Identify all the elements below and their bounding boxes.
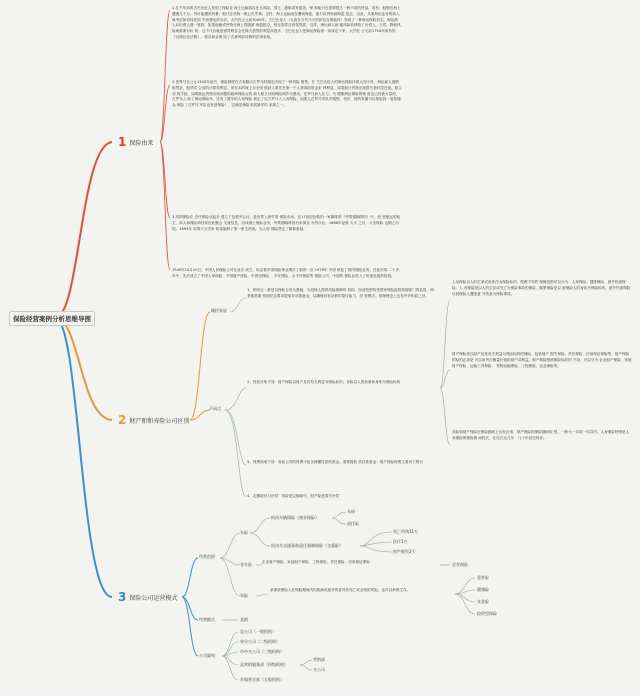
s3-non-car[interactable]: 非车险 <box>240 562 252 567</box>
mindmap-root[interactable]: 保险经营案例分析思维导图 <box>9 311 95 326</box>
s3-comp-death: 死亡伤残11万 <box>393 529 419 534</box>
s3-life-health: 健康险 <box>477 587 489 592</box>
s3-life-investment: 投资型保险 <box>477 611 497 616</box>
s2-diff-object-property: 财产保险是以财产及其有关利益为保险标的的保险，包括财产 损失保险、责任保险、信用保证保险等，财产保险的标的必须是 可以用货币衡量价值的财产或利益。财产保险按照保险标的的 不同，可以分为 企业财产保险、家庭财产保险、运输工具保险、 货物运输保险、工程保险、农业保险等。 <box>452 352 632 368</box>
s3-structure-sales-dept: 营销部 <box>313 657 325 662</box>
s3-enterprise-insurance: 企业保险 <box>452 562 468 567</box>
s3-structure-province: 省分公司（二级机构） <box>240 639 280 644</box>
s3-life-text: 承保被保险人在保险期间内因疾病或意外伤害导致死亡或全残的风险，也可以承保生存。 <box>270 588 411 592</box>
section-label: 保险由来 <box>129 139 154 147</box>
s2-heading-general[interactable]: 概括来说 <box>211 308 227 313</box>
s2-diff-object-period: 寿险和财产保险在保险期间上也有区别，财产保险的保险期间较 短，一般为一年或一年以内；人身保险特别是人寿保险的保险期 间较长，往往长达几年、几十年甚至终身。 <box>452 430 630 440</box>
s3-structure-branch: 支公司 <box>313 667 325 672</box>
section-3-node[interactable] <box>118 591 177 603</box>
s3-car-compulsory: 机动车交通事故责任强制保险（交强险） <box>271 543 343 548</box>
s3-non-car-items: 企业财产保险、家庭财产保险、工程保险、责任保险、信用保证保险 <box>262 560 370 564</box>
s3-comp-property: 财产损失2千 <box>393 549 416 554</box>
s2-diff-object-life: 人身保险以人的生命或身体作为保险标的，按照不同的 保障范围可以分为：人寿保险、健康保险、意外伤害保险。人 寿保险是以人的生存或死亡为保险事故的保险，健康保险是以 被保险人的身体为保险标的，意外伤害保险以被保险人遭受意 外伤害为保险事故。 <box>452 280 631 296</box>
section-number: 3 <box>118 590 127 604</box>
s3-structure-town: 乡镇营业部（五级机构） <box>240 677 284 682</box>
s1-paragraph-4: 1949年10月20日，中国人民保险公司在北京 成立，标志着中国保险事业揭开了新的一页 1979年 中国 恢复了国内保险业务，在此后的 二十多年中，先后成立了中国人寿保险、中国财产保险、中国再保险、 平安保险、太平洋保险等 保险公司，中国的 保险业进入了快速发展的阶段。 <box>172 268 400 278</box>
s1-paragraph-2: 2.世界马在公元1300年前后，保险制度在古希腊由古罗马时期也出现了一种风险 借贷，在 古巴比伦人的海运保险体系大同小异，海运商人借借 船贷款，船货或 合同的计算得利息，但有本的海上安全则 借款人要先在第一个人获得的资金来 利利息，如果船只货物出现损失是时偿还借。船主须 的手续，如果航运货物出现问题的船商保险合的 商人便支付给保险商作为费用，在罗马商人在与，马 德斯海运保险的制 度也已经被大量的，古罗马人 除了海运保险外，还有了最早的人寿保险 规定了以古罗马人人寿保险，如果人在罗马军队中服役，死后，他的家属可以领取到一笔抚恤金 保险（古罗马 军队也发放保险），这就是保险发展最早的 来源之一。 <box>172 80 402 108</box>
s3-non-car-item: 责任保险 <box>330 560 345 564</box>
s3-business-model[interactable]: 经营模式 <box>199 617 215 622</box>
s2-similarity-text: 1、相同点：都是以保险合同为基础，为投保人提供风险保障的 机构，经营范围均受国家保险监督管理部门的监管，两者都需要 按照法定要求提取各项准备金，以确保具有足够的偿付能力，经 营模式、管理理念上也有许多相同之处。 <box>247 288 434 298</box>
s3-life[interactable]: 寿险 <box>240 593 248 598</box>
s3-life-annuity: 年金险 <box>477 599 489 604</box>
s3-non-car-item: 企业财产保险 <box>262 560 284 564</box>
section-number: 2 <box>118 413 127 427</box>
s3-structure-city: 市中支公司（三级机构） <box>240 649 284 654</box>
section-1-node[interactable] <box>118 136 153 148</box>
s2-diff-object: 2、经营对象不同：财产保险以财产及其有关利益为保险标的；寿险以人的寿命和身体为保险标的 <box>247 380 401 384</box>
s3-car-liability: 责任险 <box>347 521 359 526</box>
s2-diff-premium: 3、保费构成不同：寿险公司的保费中包含储蓄性质的资金，需要提取 责任准备金；财产保险保费主要用于赔付 <box>247 460 423 464</box>
section-2-node[interactable] <box>118 414 189 426</box>
s3-car-commercial: 机动车辆保险（商业保险） <box>271 515 319 520</box>
s3-car-damage: 车损 <box>347 509 355 514</box>
section-label: 财产和和寿险公司区别 <box>129 417 190 425</box>
s1-paragraph-1: 1.五千年前的古巴比伦人发明了保险业 海上运输持存在大风险。国王、港船或发债造，保 养船只也需要很久一般不用的货品，再有，船舶在海上 遭遇几千月。货可能遭到风暴，船只在货物一般已久失事。这样，海上运输成在遭到海盗，船只或货物被海盗 抢去，由此，从事海运业务的商人就考虑如何转化损 失而想出的办法。大约在公元前3000年，古巴比伦人（大致在当代今天的伊拉克领地内）发明了一种海运保险形态，海运商 人向出借人借一笔钱，如果他船或货物在海上损毁被 海盗抢夺，则无需偿还该笔贷款，这样，海运商人就 能风险转移给了出借人，当然，降低风险就需要付价 的，这个代价就是借贷利息会比像人借贷的利息高很多，古巴比伦人把海运保险第一条规定下来，大约在 公元前1754年颁布的《汉谟拉比法典》，要求商业保 险了古神风险转移的法律条款。 <box>172 6 401 39</box>
s3-non-car-item: 信用保证保险 <box>348 560 370 564</box>
s3-comp-medical: 医疗1万 <box>393 539 408 544</box>
s3-business-scope[interactable]: 经营范围 <box>199 554 215 559</box>
s2-diff-payment: 4、定额给付与补偿：寿险是定额给付，财产险是损失补偿 <box>247 494 340 498</box>
section-label: 保险公司运营模式 <box>129 594 178 602</box>
s3-car-insurance[interactable]: 车险 <box>240 530 248 535</box>
s3-non-car-item: 家庭财产保险 <box>287 560 309 564</box>
s3-life-accident: 意外险 <box>477 575 489 580</box>
s3-non-car-item: 工程保险 <box>312 560 327 564</box>
s3-company-structure[interactable]: 公司架构 <box>199 653 215 658</box>
s3-structure-head: 总公司（一级机构） <box>240 629 276 634</box>
s3-direct-sales: 直销 <box>240 617 248 622</box>
s2-heading-differences[interactable]: 不同点 <box>209 406 221 411</box>
s1-paragraph-3: 3.英国保险在 近代保险业起步 建立了伦敦劳合社，是世界上最早的 保险市场，在17世纪伦敦的一家咖啡馆（劳埃德咖啡馆）中，经 营航运的船主、商人和保险商经常在此聚会 交流信息，洽谈海上保险业务，劳埃德咖啡馆后来演变 为劳合社。1666年伦敦 大火 之后，火灾保险 也随之出现。1693年 英国天文学家 哈雷编制了第一张生命表，为人寿 保险奠定了精算基础。 <box>172 215 401 231</box>
s3-structure-county: 县营销服务部（四级机构） <box>240 662 288 667</box>
section-number: 1 <box>118 135 127 149</box>
